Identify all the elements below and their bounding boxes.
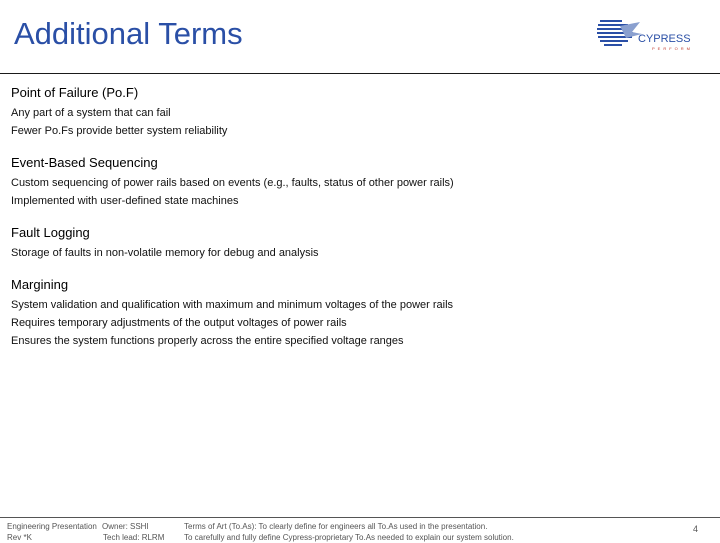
terms-list	[11, 84, 711, 364]
term-point-of-failure	[11, 84, 711, 140]
term-definition: Ensures the system functions properly across the entire specified voltage ranges	[11, 335, 404, 347]
footer-doc-type: Engineering Presentation	[7, 522, 97, 531]
footer-description-line: To carefully and fully define Cypress-proprietary To.As needed to explain our system solution.	[184, 533, 514, 542]
footer-owner: Owner: SSHI	[102, 522, 149, 531]
term-fault-logging	[11, 224, 711, 262]
term-definition: Storage of faults in non-volatile memory for debug and analysis	[11, 247, 319, 259]
term-definition: Implemented with user-defined state machines	[11, 195, 239, 207]
footer-tech-lead: Tech lead: RLRM	[103, 533, 165, 542]
term-event-based-sequencing	[11, 154, 711, 210]
logo-tagline: PERFORM	[652, 46, 693, 51]
header-divider	[0, 73, 720, 74]
footer-description-line: Terms of Art (To.As): To clearly define for engineers all To.As used in the presentation.	[184, 522, 488, 531]
slide-title: Additional Terms	[14, 16, 243, 51]
term-heading: Event-Based Sequencing	[11, 155, 158, 170]
term-heading: Point of Failure (Po.F)	[11, 85, 139, 100]
term-definition: Any part of a system that can fail	[11, 107, 171, 119]
term-heading: Margining	[11, 277, 69, 292]
logo-wordmark: CYPRESS	[638, 33, 691, 45]
footer-divider	[0, 517, 720, 518]
term-definition: Requires temporary adjustments of the output voltages of power rails	[11, 317, 347, 329]
term-heading: Fault Logging	[11, 225, 90, 240]
page-number: 4	[693, 524, 699, 534]
cypress-logo	[596, 14, 698, 54]
term-definition: System validation and qualification with maximum and minimum voltages of the power rails	[11, 299, 454, 311]
term-definition: Fewer Po.Fs provide better system reliability	[11, 125, 228, 137]
cypress-tree-logo-icon	[596, 14, 698, 54]
term-definition: Custom sequencing of power rails based on events (e.g., faults, status of other power rails)	[11, 177, 454, 189]
footer-revision: Rev *K	[7, 533, 32, 542]
term-margining	[11, 276, 711, 350]
